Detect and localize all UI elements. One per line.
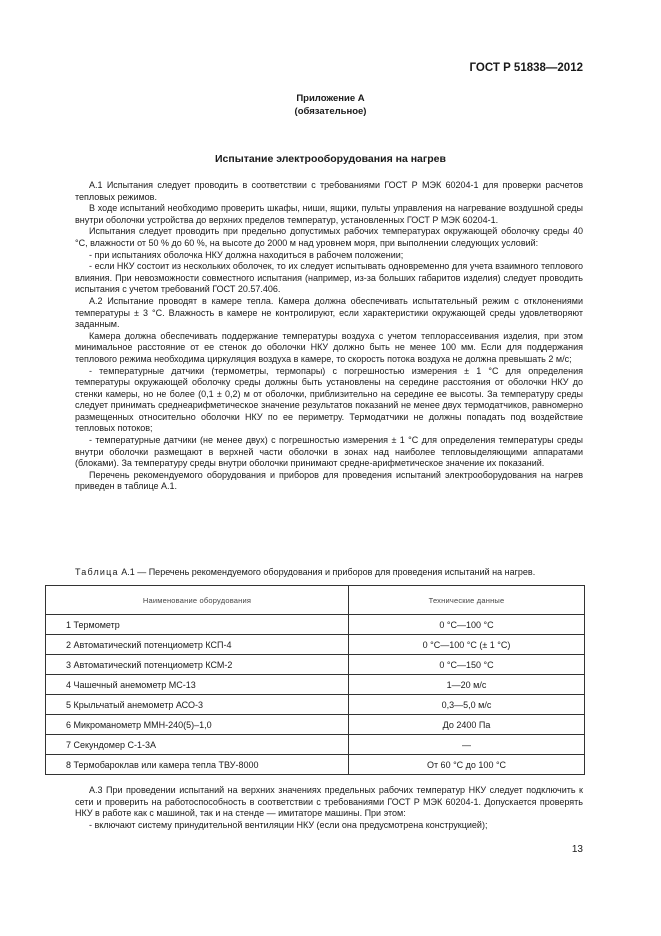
paragraph: А.2 Испытание проводят в камере тепла. Камера должна обеспечивать испытательный режим с отклонениями температуры ± 3 °С. Влажность в камере не контролируют, если характеристики окружающей среды удовлетворяют заданным.: [75, 295, 583, 330]
equipment-name-cell: 2 Автоматический потенциометр КСП-4: [46, 635, 349, 655]
technical-data-cell: 0 °С—100 °С (± 1 °С): [349, 635, 585, 655]
table-caption-text: А.1 — Перечень рекомендуемого оборудования и приборов для проведения испытаний на нагрев.: [118, 567, 536, 577]
paragraph: - температурные датчики (термометры, термопары) с погрешностью измерения ± 1 °С для определения температуры окружающей оболочку среды должны быть установлены на середине расстояния от оболочки НКУ до стенки камеры, но не более (0,1 ± 0,2) м от оболочки, приблизительно на середине ее высоты. За температуру среды следует принимать среднеарифметическое значение результатов показаний не менее двух термодатчиков, равномерно размещенных относительно оболочки НКУ по ее периметру. Термодатчики не должны попадать под воздействие тепловых потоков;: [75, 365, 583, 434]
equipment-table: [45, 585, 585, 775]
paragraph: - температурные датчики (не менее двух) с погрешностью измерения ± 1 °С для определения температуры среды внутри оболочки размещают в верхней части оболочки в зонах над наиболее тепловыделяющими аппаратами (блоками). За температуру среды внутри оболочки принимают средне-арифметическое значение их показаний.: [75, 435, 583, 469]
paragraph: Испытания следует проводить при предельно допустимых рабочих температурах окружающей оболочку среды 40 °С, влажности от 50 % до 60 %, на высоте до 2000 м над уровнем моря, при выполнении следующих условий:: [75, 226, 583, 248]
technical-data-cell: —: [349, 735, 585, 755]
table-row: [46, 615, 585, 635]
table-row: [46, 755, 585, 775]
equipment-name-cell: 8 Термобароклав или камера тепла ТВУ-8000: [46, 755, 349, 775]
paragraph: А.3 При проведении испытаний на верхних значениях предельных рабочих температур НКУ следует подключить к сети и проверить на работоспособность в соответствии с требованиями ГОСТ Р МЭК 60204-1. Допускается проверять НКУ в работе как с машиной, так и на стенде — имитаторе машины. При этом:: [75, 785, 583, 819]
equipment-name-cell: 3 Автоматический потенциометр КСМ-2: [46, 655, 349, 675]
paragraph: - при испытаниях оболочка НКУ должна находиться в рабочем положении;: [89, 249, 404, 260]
header-equipment-name: Наименование оборудования: [46, 586, 349, 615]
table-row: [46, 675, 585, 695]
appendix-title: Приложение А: [296, 93, 365, 104]
standard-code: ГОСТ Р 51838—2012: [469, 62, 583, 74]
equipment-name-cell: 6 Микроманометр ММН-240(5)–1,0: [46, 715, 349, 735]
table-header-row: [46, 586, 585, 615]
equipment-name-cell: 7 Секундомер С-1-3А: [46, 735, 349, 755]
paragraph: В ходе испытаний необходимо проверить шкафы, ниши, ящики, пульты управления на нагревание воздушной среды внутри оболочки устройства до верхних пределов температур, установленных ГОСТ Р МЭК 60204-1.: [75, 203, 583, 225]
paragraph: Камера должна обеспечивать поддержание температуры воздуха с учетом теплорассеивания изделия, при этом минимальное расстояние от ее стенок до оболочки НКУ должно быть не менее 100 мм. Если для поддержания теплового режима необходима циркуляция воздуха в камере, то скорость потока воздуха не должна превышать 2 м/с;: [75, 330, 583, 364]
paragraph: - включают систему принудительной вентиляции НКУ (если она предусмотрена конструкцией);: [89, 819, 488, 830]
table-row: [46, 695, 585, 715]
table-row: [46, 735, 585, 755]
table-row: [46, 715, 585, 735]
table-caption: [75, 567, 595, 577]
section-title: Испытание электрооборудования на нагрев: [215, 153, 446, 165]
technical-data-cell: От 60 °С до 100 °С: [349, 755, 585, 775]
header-technical-data: Технические данные: [349, 586, 585, 615]
technical-data-cell: 0 °С—150 °С: [349, 655, 585, 675]
technical-data-cell: 0 °С—100 °С: [349, 615, 585, 635]
page-number: 13: [571, 844, 583, 855]
body-text: [75, 180, 583, 493]
equipment-name-cell: 5 Крыльчатый анемометр АСО-3: [46, 695, 349, 715]
equipment-name-cell: 1 Термометр: [46, 615, 349, 635]
equipment-name-cell: 4 Чашечный анемометр МС-13: [46, 675, 349, 695]
appendix-subtitle: (обязательное): [294, 106, 367, 117]
table-row: [46, 655, 585, 675]
paragraph: - если НКУ состоит из нескольких оболочек, то их следует испытывать одновременно для учета взаимного теплового влияния. При невозможности совместного испытания (например, из-за больших габаритов изделия) следует проводить испытания с учетом требований ГОСТ 20.57.406.: [75, 261, 583, 295]
paragraph: Перечень рекомендуемого оборудования и приборов для проведения испытаний электрооборудования на нагрев приведен в таблице А.1.: [75, 469, 583, 492]
technical-data-cell: 0,3—5,0 м/с: [349, 695, 585, 715]
appendix-heading: [0, 92, 661, 118]
table-caption-label: Таблица: [75, 567, 119, 577]
technical-data-cell: 1—20 м/с: [349, 675, 585, 695]
body-text-continued: [75, 785, 583, 831]
table-row: [46, 635, 585, 655]
paragraph: А.1 Испытания следует проводить в соответствии с требованиями ГОСТ Р МЭК 60204-1 для проверки расчетов тепловых режимов.: [75, 180, 583, 202]
technical-data-cell: До 2400 Па: [349, 715, 585, 735]
